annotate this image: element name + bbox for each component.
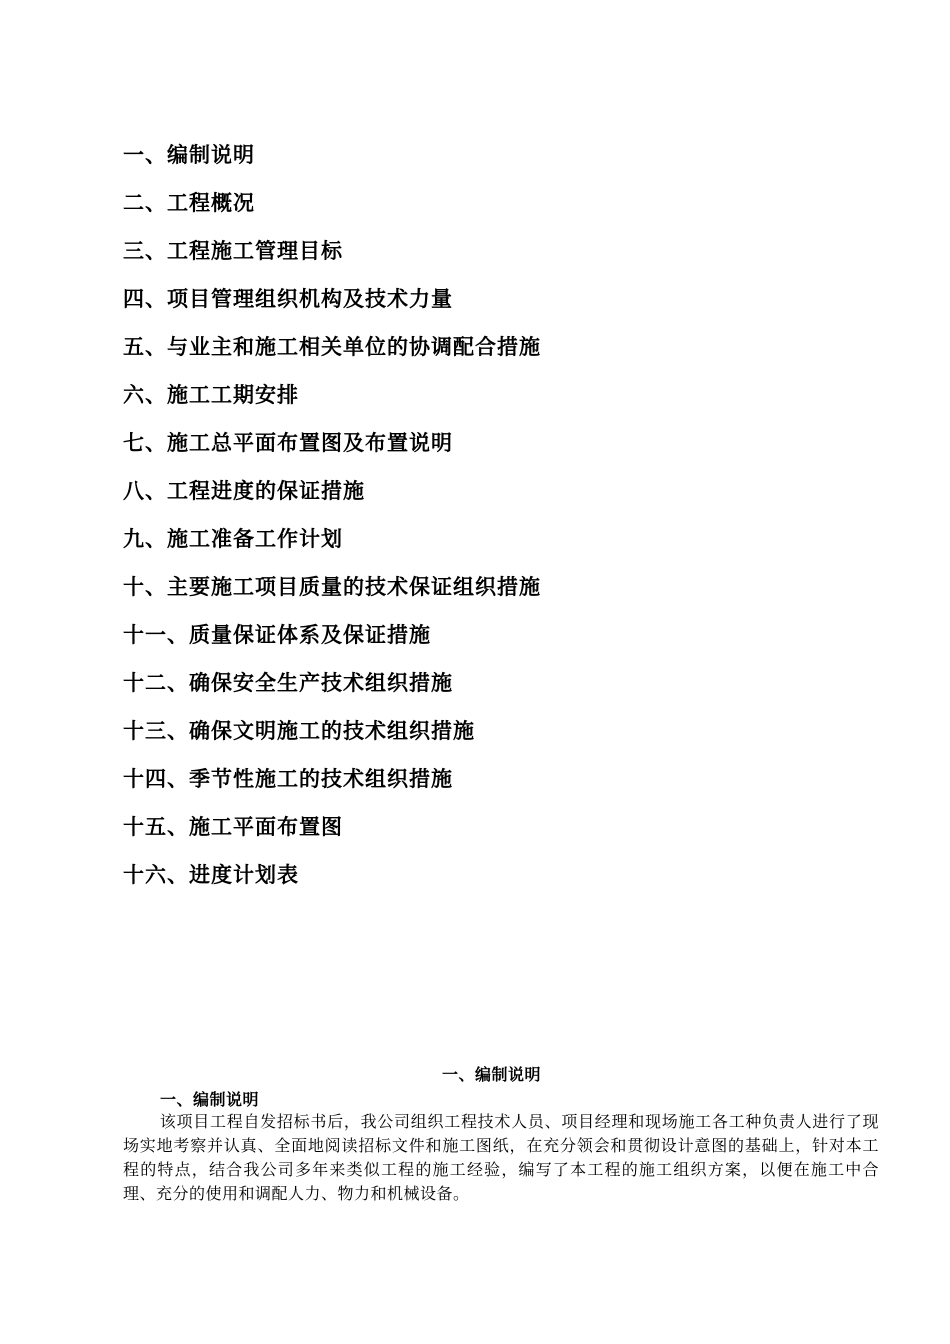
toc-item: 二、工程概况 (123, 190, 255, 215)
section-title: 一、编制说明 (442, 1065, 542, 1084)
toc-item: 十、主要施工项目质量的技术保证组织措施 (123, 574, 541, 599)
toc-item: 十五、施工平面布置图 (123, 814, 343, 839)
toc-item: 三、工程施工管理目标 (123, 238, 343, 263)
toc-item: 十六、进度计划表 (123, 862, 299, 887)
toc-item: 七、施工总平面布置图及布置说明 (123, 430, 453, 455)
toc-item: 六、施工工期安排 (123, 382, 299, 407)
toc-item: 一、编制说明 (123, 142, 255, 167)
toc-item: 八、工程进度的保证措施 (123, 478, 365, 503)
toc-item: 四、项目管理组织机构及技术力量 (123, 286, 453, 311)
section-subtitle: 一、编制说明 (160, 1090, 260, 1109)
toc-item: 十一、质量保证体系及保证措施 (123, 622, 431, 647)
toc-item: 九、施工准备工作计划 (123, 526, 343, 551)
toc-item: 十三、确保文明施工的技术组织措施 (123, 718, 475, 743)
toc-item: 五、与业主和施工相关单位的协调配合措施 (123, 334, 541, 359)
toc-item: 十四、季节性施工的技术组织措施 (123, 766, 453, 791)
body-paragraph: 该项目工程自发招标书后，我公司组织工程技术人员、项目经理和现场施工各工种负责人进行了现场实地考察并认真、全面地阅读招标文件和施工图纸，在充分领会和贯彻设计意图的基础上，针对本工程的特点，结合我公司多年来类似工程的施工经验，编写了本工程的施工组织方案，以便在施工中合理、充分的使用和调配人力、物力和机械设备。 (123, 1112, 879, 1203)
toc-item: 十二、确保安全生产技术组织措施 (123, 670, 453, 695)
table-of-contents (123, 138, 541, 906)
